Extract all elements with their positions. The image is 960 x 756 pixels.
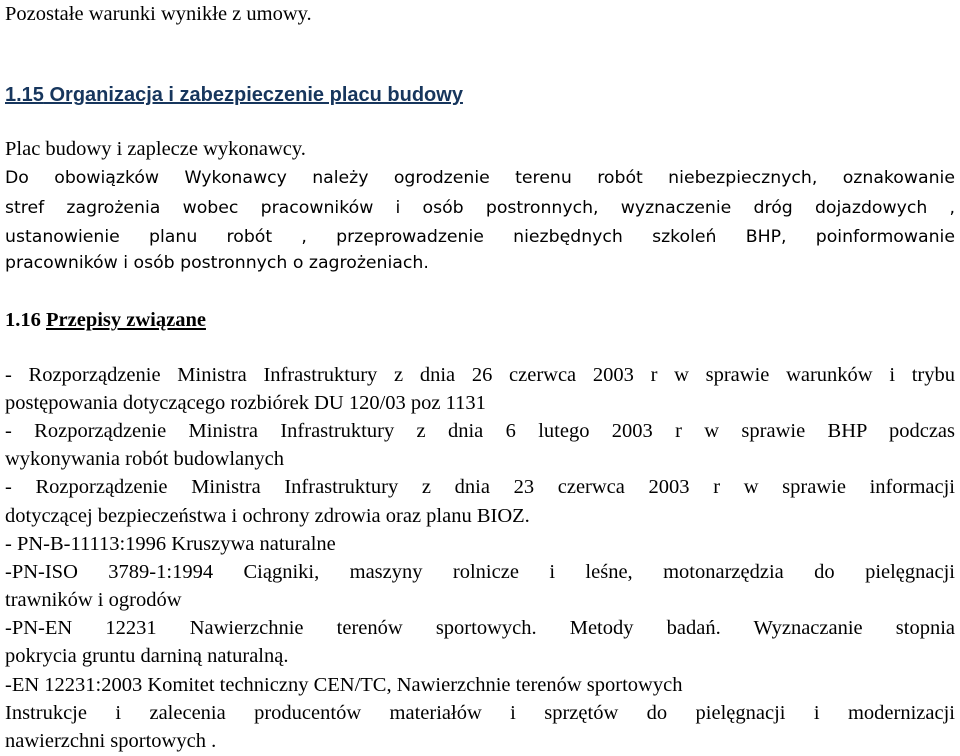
regulation-line: trawników i ogrodów xyxy=(5,589,182,611)
section-1-15-title: Organizacja i zabezpieczenie placu budowy xyxy=(49,84,463,106)
regulation-line: dotyczącej bezpieczeństwa i ochrony zdrowia oraz planu BIOZ. xyxy=(5,505,530,527)
regulation-line: nawierzchni sportowych . xyxy=(5,730,217,752)
section-1-15-para2-line: Do obowiązków Wykonawcy należy ogrodzenie terenu robót niebezpiecznych, oznakowanie xyxy=(5,168,955,188)
section-1-15-number: 1.15 xyxy=(5,84,44,106)
regulation-line: - Rozporządzenie Ministra Infrastruktury z dnia 6 lutego 2003 r w sprawie BHP podczas xyxy=(5,420,955,442)
regulation-line: - Rozporządzenie Ministra Infrastruktury z dnia 23 czerwca 2003 r w sprawie informacji xyxy=(5,476,955,498)
regulation-line: postępowania dotyczącego rozbiórek DU 120/03 poz 1131 xyxy=(5,392,486,414)
regulation-line: -PN-EN 12231 Nawierzchnie terenów sportowych. Metody badań. Wyznaczanie stopnia xyxy=(5,617,955,639)
regulation-line: -PN-ISO 3789-1:1994 Ciągniki, maszyny rolnicze i leśne, motonarzędzia do pielęgnacji xyxy=(5,561,955,583)
section-1-16-title: Przepisy związane xyxy=(46,309,206,331)
section-1-15-para2-line: stref zagrożenia wobec pracowników i osób postronnych, wyznaczenie dróg dojazdowych , xyxy=(5,198,955,218)
section-1-16-heading xyxy=(5,307,206,334)
section-1-15-heading xyxy=(5,82,463,109)
regulation-line: - PN-B-11113:1996 Kruszywa naturalne xyxy=(5,533,336,555)
regulation-line: pokrycia gruntu darniną naturalną. xyxy=(5,645,289,667)
regulation-line: -EN 12231:2003 Komitet techniczny CEN/TC, Nawierzchnie terenów sportowych xyxy=(5,674,683,696)
section-1-15-para2-line: ustanowienie planu robót , przeprowadzenie niezbędnych szkoleń BHP, poinformowanie xyxy=(5,227,955,247)
regulation-line: wykonywania robót budowlanych xyxy=(5,448,284,470)
regulation-line: Instrukcje i zalecenia producentów materiałów i sprzętów do pielęgnacji i modernizacji xyxy=(5,702,955,724)
section-1-16-number: 1.16 xyxy=(5,309,41,331)
regulation-line: - Rozporządzenie Ministra Infrastruktury z dnia 26 czerwca 2003 r w sprawie warunków i trybu xyxy=(5,364,955,386)
intro-text: Pozostałe warunki wynikłe z umowy. xyxy=(5,3,312,25)
section-1-15-para1: Plac budowy i zaplecze wykonawcy. xyxy=(5,138,306,160)
section-1-15-para2-line: pracowników i osób postronnych o zagrożeniach. xyxy=(5,253,429,273)
